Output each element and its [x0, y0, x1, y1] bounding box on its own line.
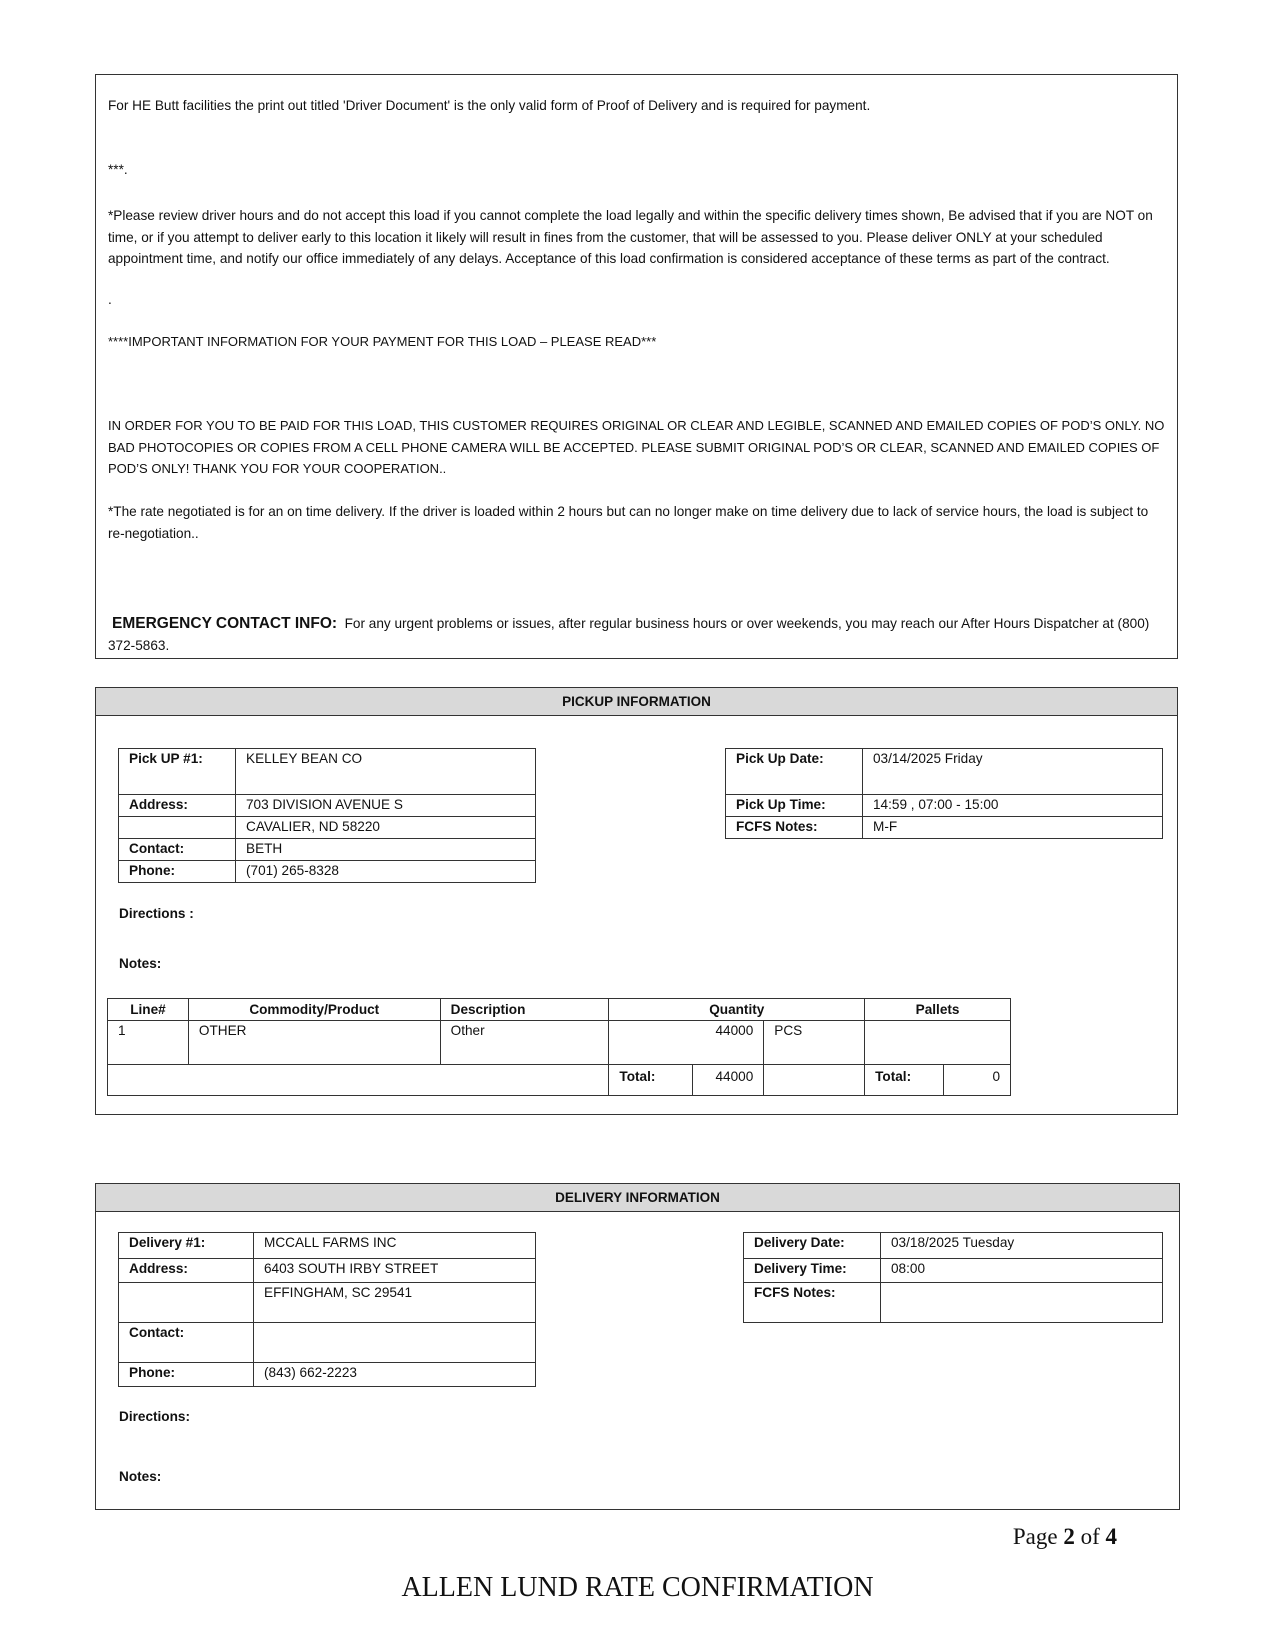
pickup-section	[95, 687, 1178, 1115]
terms-box	[95, 74, 1178, 659]
pickup-phone: (701) 265-8328	[236, 861, 536, 883]
delivery-time-label: Delivery Time:	[744, 1259, 881, 1283]
delivery-address-label: Address:	[119, 1259, 254, 1283]
delivery-phone-label: Phone:	[119, 1363, 254, 1387]
pickup-heading: PICKUP INFORMATION	[96, 688, 1177, 716]
pickup-fcfs-label: FCFS Notes:	[726, 817, 863, 839]
delivery-time: 08:00	[881, 1259, 1163, 1283]
pickup-date: 03/14/2025 Friday	[863, 749, 1163, 795]
pickup-contact: BETH	[236, 839, 536, 861]
pickup-fcfs: M-F	[863, 817, 1163, 839]
page-total: 4	[1105, 1524, 1117, 1549]
pickup-location-table	[118, 748, 536, 883]
col-pallets: Pallets	[865, 999, 1011, 1021]
terms-payment-heading: ****IMPORTANT INFORMATION FOR YOUR PAYMENT FOR THIS LOAD – PLEASE READ***	[108, 334, 657, 349]
pickup-time: 14:59 , 07:00 - 15:00	[863, 795, 1163, 817]
page-number: 2	[1063, 1524, 1075, 1549]
terms-dot: .	[108, 292, 112, 307]
terms-hebutt: For HE Butt facilities the print out titled 'Driver Document' is the only valid form of Proof of Delivery and is required for payment.	[108, 98, 871, 113]
item-line: 1	[108, 1021, 189, 1065]
page-indicator: Page 2 of 4	[1012, 1524, 1117, 1549]
delivery-date-label: Delivery Date:	[744, 1233, 881, 1259]
pickup-address-line2: CAVALIER, ND 58220	[236, 817, 536, 839]
col-line: Line#	[108, 999, 189, 1021]
delivery-fcfs	[881, 1283, 1163, 1323]
delivery-address-line2: EFFINGHAM, SC 29541	[254, 1283, 536, 1323]
terms-driver-hours: *Please review driver hours and do not accept this load if you cannot complete the load legally and within the specific delivery times shown, Be advised that if you are NOT on time, or if you attempt to deliver early to this location it likely will result in fines from the customer, that will be assessed to you. Please deliver ONLY at your scheduled appointment time, and notify our office immediately of any delays. Acceptance of this load confirmation is considered acceptance of these terms as part of the contract.	[108, 208, 1153, 266]
delivery-heading: DELIVERY INFORMATION	[96, 1184, 1179, 1212]
delivery-location-table	[118, 1232, 536, 1387]
item-unit: PCS	[764, 1021, 865, 1065]
item-pallets	[865, 1021, 1011, 1065]
qty-total-label: Total:	[609, 1065, 693, 1096]
delivery-phone: (843) 662-2223	[254, 1363, 536, 1387]
terms-stars: ***.	[108, 162, 128, 177]
delivery-section	[95, 1183, 1180, 1510]
emergency-label: EMERGENCY CONTACT INFO:	[112, 615, 338, 632]
pickup-name: KELLEY BEAN CO	[236, 749, 536, 795]
delivery-address-line1: 6403 SOUTH IRBY STREET	[254, 1259, 536, 1283]
pickup-date-label: Pick Up Date:	[726, 749, 863, 795]
pallets-total: 0	[944, 1065, 1011, 1096]
table-row	[108, 1021, 1011, 1065]
emergency-text: For any urgent problems or issues, after regular business hours or over weekends, you may reach our After Hours Dispatcher at (800) 372-5863.	[108, 616, 1150, 653]
terms-pod-requirements: IN ORDER FOR YOU TO BE PAID FOR THIS LOAD, THIS CUSTOMER REQUIRES ORIGINAL OR CLEAR AND LEGIBLE, SCANNED AND EMAILED COPIES OF POD’S ONLY. NO BAD PHOTOCOPIES OR COPIES FROM A CELL PHONE CAMERA WILL BE ACCEPTED. PLEASE SUBMIT ORIGINAL POD’S OR CLEAR, SCANNED AND EMAILED COPIES OF POD’S ONLY! THANK YOU FOR YOUR COOPERATION..	[108, 418, 1165, 476]
delivery-fcfs-label: FCFS Notes:	[744, 1283, 881, 1323]
pickup-phone-label: Phone:	[119, 861, 236, 883]
document-title: ALLEN LUND RATE CONFIRMATION	[401, 1572, 874, 1603]
commodity-table	[107, 998, 1011, 1096]
col-description: Description	[440, 999, 609, 1021]
delivery-contact	[254, 1323, 536, 1363]
pickup-address-line1: 703 DIVISION AVENUE S	[236, 795, 536, 817]
pickup-directions-label: Directions :	[119, 906, 194, 921]
pickup-time-label: Pick Up Time:	[726, 795, 863, 817]
pickup-address-label: Address:	[119, 795, 236, 817]
col-commodity: Commodity/Product	[188, 999, 440, 1021]
item-commodity: OTHER	[188, 1021, 440, 1065]
delivery-name: MCCALL FARMS INC	[254, 1233, 536, 1259]
pickup-notes-label: Notes:	[119, 956, 162, 971]
delivery-contact-label: Contact:	[119, 1323, 254, 1363]
delivery-notes-label: Notes:	[119, 1469, 162, 1484]
emergency-contact	[108, 613, 1165, 656]
qty-total: 44000	[693, 1065, 764, 1096]
delivery-number-label: Delivery #1:	[119, 1233, 254, 1259]
terms-rate-negotiated: *The rate negotiated is for an on time delivery. If the driver is loaded within 2 hours but can no longer make on time delivery due to lack of service hours, the load is subject to re-negotiation..	[108, 504, 1149, 541]
delivery-schedule-table	[743, 1232, 1163, 1323]
item-quantity: 44000	[609, 1021, 764, 1065]
delivery-date: 03/18/2025 Tuesday	[881, 1233, 1163, 1259]
pallets-total-label: Total:	[865, 1065, 944, 1096]
pickup-schedule-table	[725, 748, 1163, 839]
col-quantity: Quantity	[609, 999, 865, 1021]
delivery-directions-label: Directions:	[119, 1409, 191, 1424]
item-description: Other	[440, 1021, 609, 1065]
pickup-number-label: Pick UP #1:	[119, 749, 236, 795]
pickup-contact-label: Contact:	[119, 839, 236, 861]
